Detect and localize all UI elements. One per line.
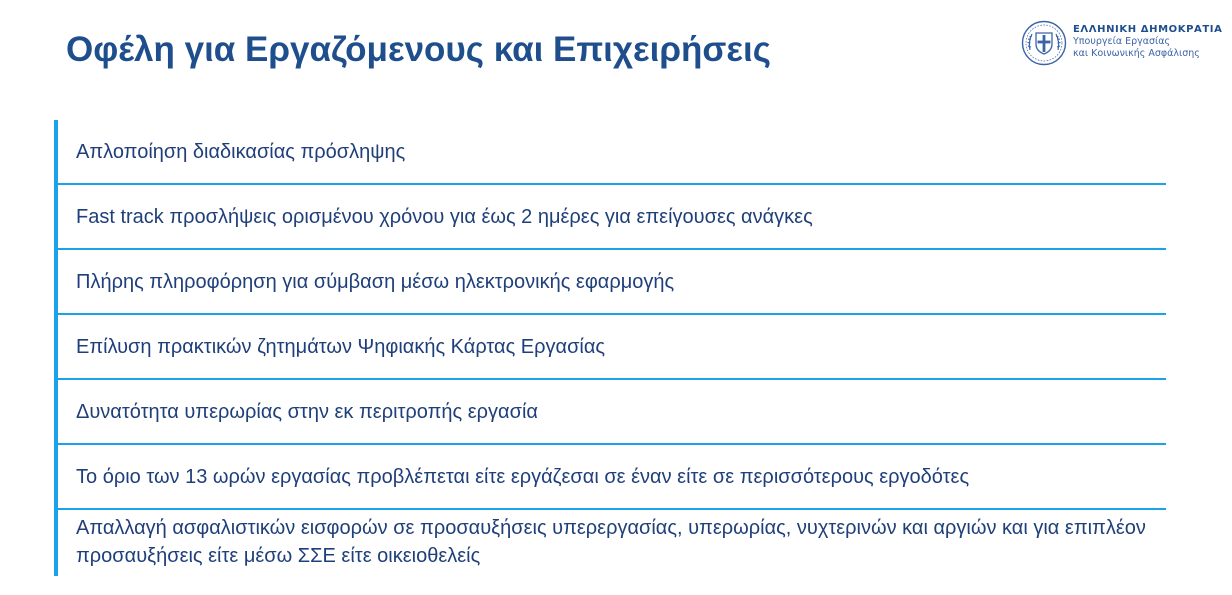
- logo-ministry-line2: και Κοινωνικής Ασφάλισης: [1073, 48, 1200, 59]
- benefit-item-2: [58, 185, 1166, 250]
- benefits-list: [54, 120, 1166, 576]
- benefit-text: Το όριο των 13 ωρών εργασίας προβλέπεται είτε εργάζεσαι σε έναν είτε σε περισσότερους εργοδότες: [76, 465, 970, 488]
- benefit-text: Πλήρης πληροφόρηση για σύμβαση μέσω ηλεκτρονικής εφαρμογής: [76, 270, 675, 293]
- benefit-item-6: [58, 445, 1166, 510]
- benefit-text: Επίλυση πρακτικών ζητημάτων Ψηφιακής Κάρτας Εργασίας: [76, 335, 606, 358]
- logo-ministry-line1: Υπουργεία Εργασίας: [1073, 36, 1171, 47]
- ministry-logo: [1021, 18, 1226, 68]
- benefit-text: Fast track προσλήψεις ορισμένου χρόνου για έως 2 ημέρες για επείγουσες ανάγκες: [76, 205, 813, 228]
- logo-country-name: ΕΛΛΗΝΙΚΗ ΔΗΜΟΚΡΑΤΙΑ: [1073, 24, 1223, 35]
- benefit-item-1: [58, 120, 1166, 185]
- benefit-text: Δυνατότητα υπερωρίας στην εκ περιτροπής εργασία: [76, 400, 538, 423]
- benefit-item-4: [58, 315, 1166, 380]
- logo-text: [1073, 23, 1222, 60]
- benefit-text: Απαλλαγή ασφαλιστικών εισφορών σε προσαυξήσεις υπερεργασίας, υπερωρίας, νυχτερινών και αργιών και για επιπλέον προσαυξήσεις είτε μέσω ΣΣΕ είτε οικειοθελείς: [76, 517, 1152, 567]
- slide-title: Οφέλη για Εργαζόμενους και Επιχειρήσεις: [66, 30, 771, 69]
- benefit-text: Απλοποίηση διαδικασίας πρόσληψης: [76, 140, 406, 163]
- benefit-item-7: [58, 510, 1166, 576]
- benefit-item-5: [58, 380, 1166, 445]
- benefit-item-3: [58, 250, 1166, 315]
- greek-coat-of-arms-icon: [1021, 20, 1067, 66]
